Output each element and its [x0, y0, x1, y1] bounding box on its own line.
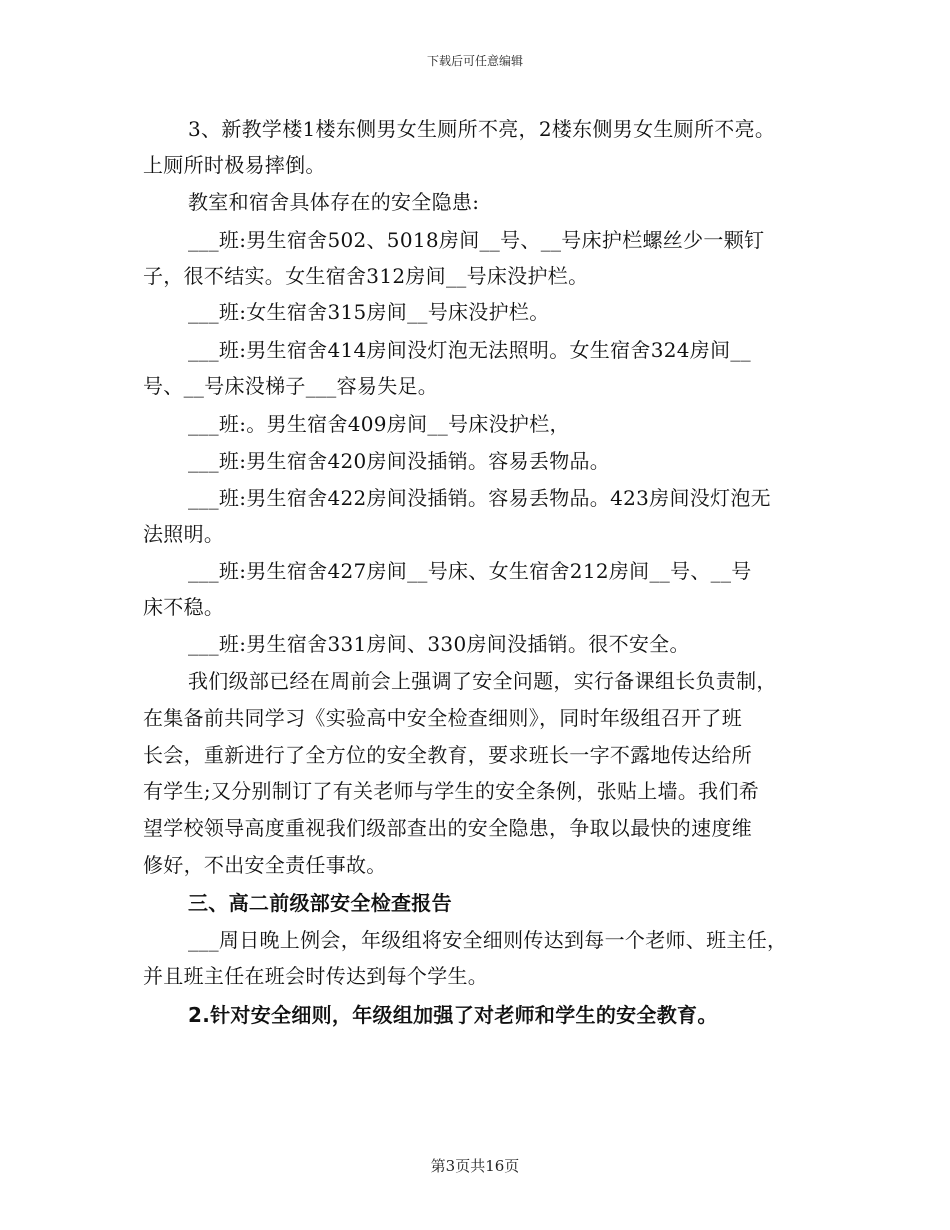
body-line: 法照明。: [143, 522, 225, 546]
body-line: 有学生;又分别制订了有关老师与学生的安全条例，张贴上墙。我们希: [143, 779, 760, 803]
body-line: ___班:。男生宿舍409房间__号床没护栏，: [188, 412, 570, 436]
body-line: 在集备前共同学习《实验高中安全检查细则》，同时年级组召开了班: [143, 706, 742, 730]
body-line: ___班:男生宿舍414房间没灯泡无法照明。女生宿舍324房间__: [188, 338, 751, 362]
body-line: ___周日晚上例会，年级组将安全细则传达到每一个老师、班主任，: [188, 928, 788, 952]
body-line: 子，很不结实。女生宿舍312房间__号床没护栏。: [143, 264, 589, 288]
body-line: ___班:女生宿舍315房间__号床没护栏。: [188, 300, 550, 324]
body-line: 修好，不出安全责任事故。: [143, 853, 387, 877]
page-header: 下载后可任意编辑: [426, 54, 523, 68]
body-line: 3、新教学楼1楼东侧男女生厕所不亮，2楼东侧男女生厕所不亮。: [188, 117, 776, 141]
body-line: 教室和宿舍具体存在的安全隐患:: [188, 190, 480, 214]
body-line: ___班:男生宿舍502、5018房间__号、__号床护栏螺丝少一颗钉: [188, 228, 765, 252]
body-line: 上厕所时极易摔倒。: [143, 153, 326, 177]
section-heading: 三、高二前级部安全检查报告: [188, 891, 452, 915]
body-line: 望学校领导高度重视我们级部查出的安全隐患，争取以最快的速度维: [143, 816, 752, 840]
bold-paragraph: 2.针对安全细则，年级组加强了对老师和学生的安全教育。: [188, 1003, 718, 1027]
body-line: ___班:男生宿舍427房间__号床、女生宿舍212房间__号、__号: [188, 559, 752, 583]
page-footer: 第3页共16页: [430, 1157, 520, 1175]
body-line: ___班:男生宿舍420房间没插销。容易丢物品。: [188, 449, 611, 473]
body-line: 号、__号床没梯子___容易失足。: [143, 374, 439, 398]
body-line: 并且班主任在班会时传达到每个学生。: [143, 964, 489, 988]
body-line: ___班:男生宿舍422房间没插销。容易丢物品。423房间没灯泡无: [188, 486, 771, 510]
body-line: ___班:男生宿舍331房间、330房间没插销。很不安全。: [188, 632, 690, 656]
body-line: 床不稳。: [143, 595, 225, 619]
body-line: 长会，重新进行了全方位的安全教育，要求班长一字不露地传达给所: [143, 743, 752, 767]
body-line: 我们级部已经在周前会上强调了安全问题，实行备课组长负责制，: [188, 669, 777, 693]
